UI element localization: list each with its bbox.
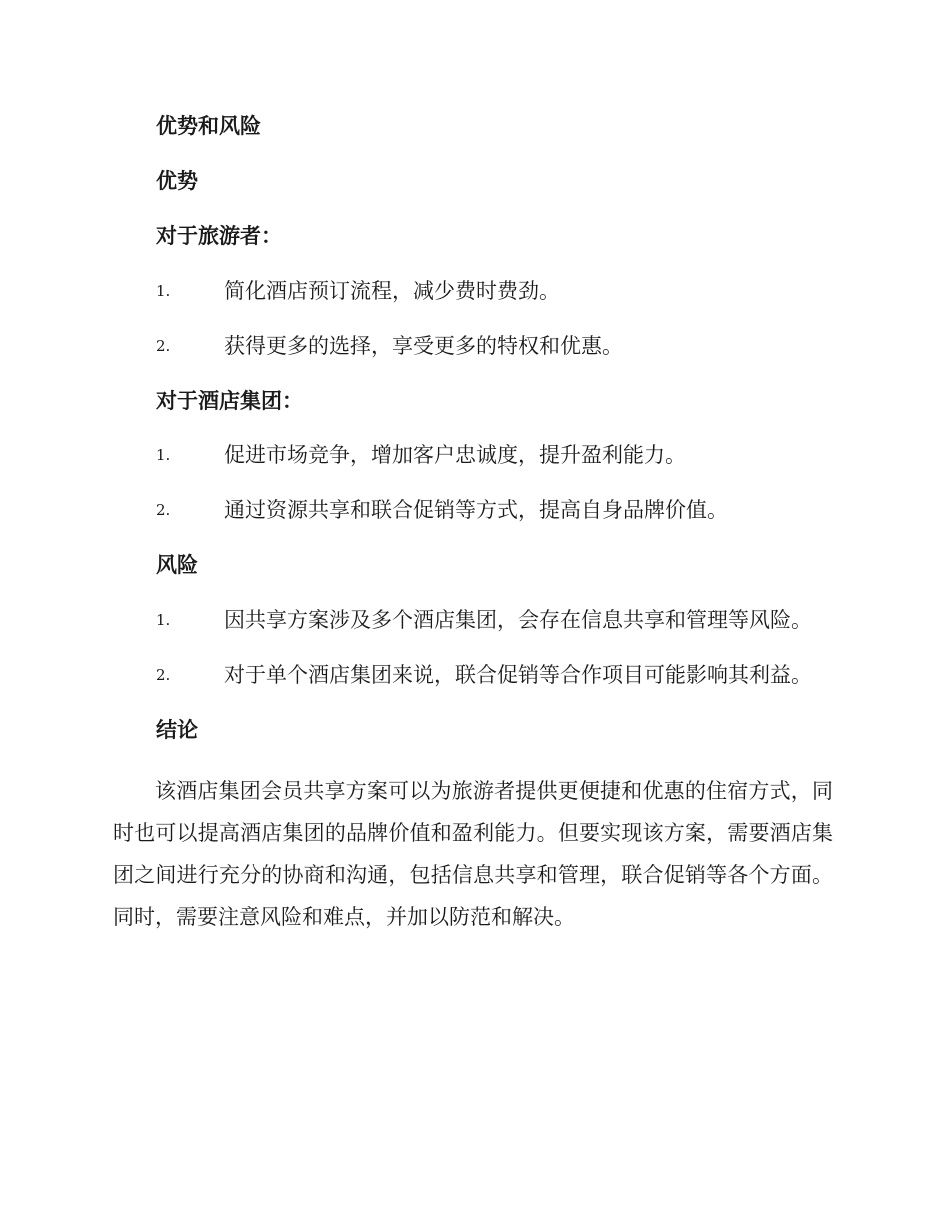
list-number: 2. xyxy=(156,337,171,355)
hotels-heading: 对于酒店集团： xyxy=(156,388,303,413)
list-text: 通过资源共享和联合促销等方式，提高自身品牌价值。 xyxy=(224,498,728,522)
list-number: 1. xyxy=(156,446,171,464)
travelers-heading: 对于旅游者： xyxy=(156,223,282,248)
advantages-heading: 优势 xyxy=(156,168,198,193)
list-number: 2. xyxy=(156,501,171,519)
list-text: 对于单个酒店集团来说，联合促销等合作项目可能影响其利益。 xyxy=(224,663,812,687)
section-title: 优势和风险 xyxy=(156,113,261,138)
risks-heading: 风险 xyxy=(156,552,198,577)
conclusion-paragraph: 该酒店集团会员共享方案可以为旅游者提供更便捷和优惠的住宿方式，同时也可以提高酒店集团的品牌价值和盈利能力。但要实现该方案，需要酒店集团之间进行充分的协商和沟通，包括信息共享和管理，联合促销等各个方面。同时，需要注意风险和难点，并加以防范和解决。 xyxy=(113,779,833,929)
conclusion-heading: 结论 xyxy=(156,717,198,742)
list-text: 简化酒店预订流程，减少费时费劲。 xyxy=(224,279,560,303)
list-text: 促进市场竞争，增加客户忠诚度，提升盈利能力。 xyxy=(224,443,686,467)
list-number: 1. xyxy=(156,611,171,629)
list-text: 因共享方案涉及多个酒店集团，会存在信息共享和管理等风险。 xyxy=(224,608,812,632)
list-number: 1. xyxy=(156,282,171,300)
list-text: 获得更多的选择，享受更多的特权和优惠。 xyxy=(224,334,623,358)
list-number: 2. xyxy=(156,666,171,684)
